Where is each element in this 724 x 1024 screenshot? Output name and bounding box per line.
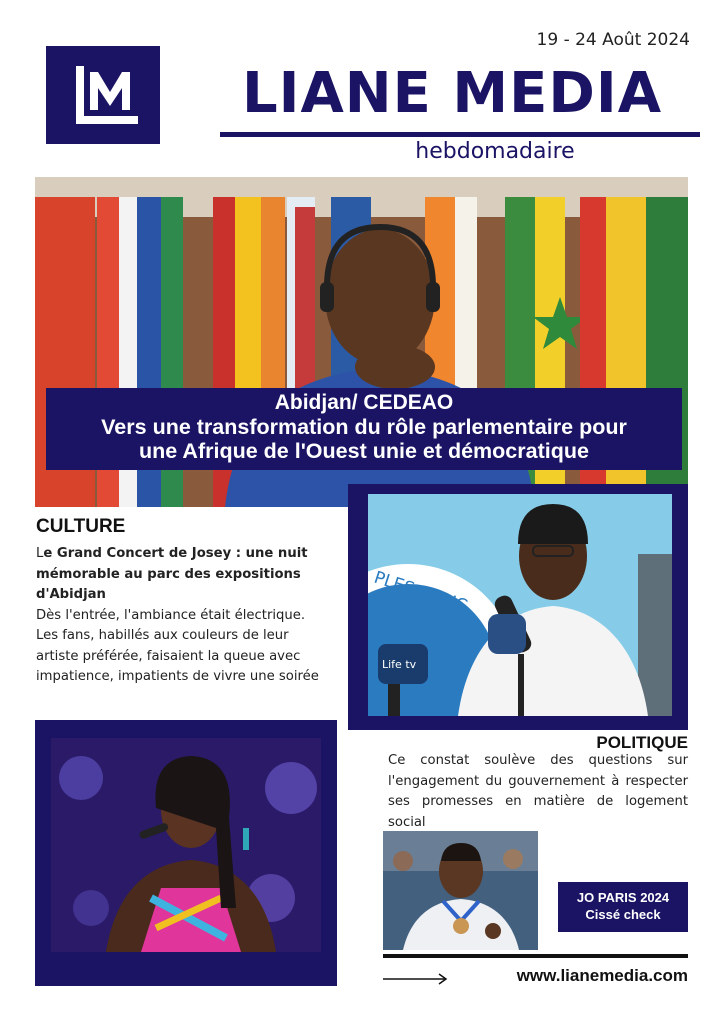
culture-section-title: CULTURE <box>36 516 126 537</box>
lead-kicker: Abidjan/ CEDEAO <box>274 391 454 414</box>
athlete-photo <box>383 831 538 950</box>
issue-date: 19 - 24 Août 2024 <box>536 30 690 50</box>
lm-logo-icon <box>62 60 144 132</box>
brand-logo <box>46 46 160 144</box>
mic-label: Life tv <box>382 658 417 671</box>
footer-rule <box>383 954 688 958</box>
lead-headline-box <box>46 388 682 470</box>
culture-title-text: e Grand Concert de Josey : une nuit mémorable au parc des expositions d'Abidjan <box>36 546 308 602</box>
banner-text: PLES AFRIC <box>371 567 470 617</box>
sport-teaser-box[interactable] <box>558 882 688 932</box>
speaker-photo-illustration <box>368 494 672 716</box>
masthead-rule <box>220 132 700 137</box>
lead-headline-line2: une Afrique de l'Ouest unie et démocratique <box>139 439 589 463</box>
culture-article <box>36 544 326 688</box>
politique-article-body: Ce constat soulève des questions sur l'engagement du gouvernement à respecter ses promesses en matière de logement social <box>388 753 688 830</box>
culture-article-title <box>36 544 326 606</box>
athlete-photo-illustration <box>383 831 538 950</box>
arrow-right-icon <box>383 972 449 986</box>
speaker-photo <box>368 494 672 716</box>
culture-article-body: Dès l'entrée, l'ambiance était électrique. Les fans, habillés aux couleurs de leur artiste préférée, faisaient la queue avec impatience, impatients de vivre une soirée <box>36 607 319 684</box>
singer-photo <box>51 738 321 952</box>
sport-teaser-subtitle: Cissé check <box>585 907 661 922</box>
website-link[interactable]: www.lianemedia.com <box>516 966 688 985</box>
lead-headline-line1: Vers une transformation du rôle parlementaire pour <box>101 415 627 439</box>
sport-teaser-title: JO PARIS 2024 <box>576 890 670 905</box>
politique-section-title: POLITIQUE <box>596 733 688 752</box>
masthead-title: LIANE MEDIA <box>241 61 663 126</box>
culture-title-initial: L <box>36 546 44 561</box>
masthead-tagline: hebdomadaire <box>415 139 575 164</box>
singer-photo-illustration <box>51 738 321 952</box>
